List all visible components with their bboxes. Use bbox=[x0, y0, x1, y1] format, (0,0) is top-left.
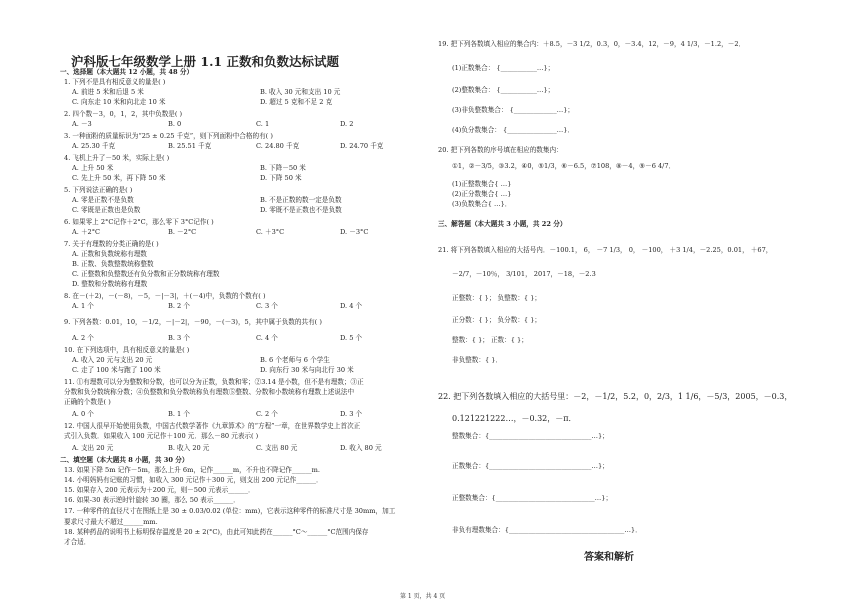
option-5a: A. 零是正数不是负数 bbox=[72, 196, 134, 204]
question-20: 20. 把下列各数的序号填在相应的数集内： bbox=[438, 146, 563, 154]
option-1d: D. 超过 5 克和不足 2 克 bbox=[260, 98, 333, 106]
q19-nonneg-integer-set: (3)非负整数集合： {_____________…}； bbox=[452, 106, 575, 114]
question-5: 5. 下列说法正确的是( ) bbox=[64, 186, 133, 194]
option-8b: B. 2 个 bbox=[168, 302, 190, 310]
question-4: 4. 飞机上升了－50 米，实际上是( ) bbox=[64, 154, 170, 162]
option-10d: D. 向东行 30 米与向北行 30 米 bbox=[260, 366, 354, 374]
question-14: 14. 小明妈妈有记账的习惯，如收入 300 元记作＋300 元，则支出 200 元记作______． bbox=[64, 476, 323, 484]
option-3b: B. 25.51 千克 bbox=[168, 142, 212, 150]
option-10b: B. 6 个老师与 6 个学生 bbox=[260, 356, 330, 364]
question-18-line1: 18. 某种药品的说明书上标明保存温度是 20 ± 2(°C)，由此可知此药在______°C～______°C范围内保存 bbox=[64, 528, 369, 536]
option-8a: A. 1 个 bbox=[72, 302, 94, 310]
q20-negative-set: (3)负数集合{ …}． bbox=[452, 200, 512, 208]
page-footer: 第 1 页，共 4 页 bbox=[400, 593, 446, 600]
option-4c: C. 先上升 50 米，再下降 50 米 bbox=[72, 174, 166, 182]
option-9b: B. 3 个 bbox=[168, 334, 190, 342]
question-17-line2: 要求尺寸最大不超过______mm. bbox=[64, 518, 158, 526]
q21-nonneg-integer: 非负整数：{ }． bbox=[452, 356, 503, 364]
option-6b: B. －2°C bbox=[168, 228, 197, 236]
question-12-line2: 式引入负数．如果收入 100 元记作＋100 元．那么－80 元表示( ) bbox=[64, 432, 259, 440]
question-15: 15. 如果存入 200 元表示为＋200 元，则－500 元表示______． bbox=[64, 486, 255, 494]
q22-nonneg-rational-set: 非负有理数集合：{___________________________________…}． bbox=[452, 526, 642, 534]
q20-numbers: ①1，②－3/5，③3.2，④0，⑤1/3，⑥－6.5，⑦108，⑧－4，⑨－6 4/7． bbox=[452, 162, 676, 170]
q19-integer-set: (2)整数集合： {___________…}； bbox=[452, 86, 555, 94]
question-18-line2: 才合适． bbox=[64, 538, 91, 546]
question-1: 1. 下列不是具有相反意义的量是( ) bbox=[64, 78, 166, 86]
option-8c: C. 3 个 bbox=[256, 302, 278, 310]
q22-integer-set: 整数集合：{_______________________________…}； bbox=[452, 432, 609, 440]
option-6a: A. ＋2°C bbox=[72, 228, 101, 236]
option-5b: B. 不是正数的数一定是负数 bbox=[260, 196, 342, 204]
answer-section-title: 答案和解析 bbox=[584, 552, 634, 563]
option-9c: C. 4 个 bbox=[256, 334, 278, 342]
option-10c: C. 走了 100 米与跑了 100 米 bbox=[72, 366, 161, 374]
question-7: 7. 关于有理数的分类正确的是( ) bbox=[64, 240, 159, 248]
section-choice-heading: 一、选择题（本大题共 12 小题，共 48 分） bbox=[60, 68, 194, 76]
question-11-line2: 分数和负分数统称分数；④负整数和负分数统称负有理数⑤整数、分数和小数统称有理数上述说法中 bbox=[64, 388, 355, 396]
question-22-line2: 0.121221222…，－0.32，－π． bbox=[452, 414, 577, 423]
option-3a: A. 25.30 千克 bbox=[72, 142, 116, 150]
option-2c: C. 1 bbox=[256, 120, 270, 128]
question-21-line2: －2/7，－10％， 3/101， 2017，－18，－2.3 bbox=[452, 270, 596, 278]
option-3c: C. 24.80 千克 bbox=[256, 142, 300, 150]
question-19: 19. 把下列各数填入相应的集合内：＋8.5，－3 1/2，0.3，0，－3.4，12，－9，4 1/3，－1.2，－2． bbox=[438, 40, 746, 48]
option-7d: D. 整数和分数统称有理数 bbox=[72, 280, 148, 288]
option-5c: C. 零既是正数也是负数 bbox=[72, 206, 141, 214]
question-10: 10. 在下列选项中，具有相反意义的量是( ) bbox=[64, 346, 190, 354]
page-title: 沪科版七年级数学上册 1.1 正数和负数达标试题 bbox=[71, 54, 339, 69]
q19-neg-fraction-set: (4)负分数集合： {_______________…}． bbox=[452, 126, 575, 134]
option-12c: C. 支出 80 元 bbox=[256, 444, 298, 452]
question-9: 9. 下列各数：0.01，10，－1/2，－|－2|，－90，－(－3)，5，其中属于负数的共有( ) bbox=[64, 318, 322, 326]
option-5d: D. 零既不是正数也不是负数 bbox=[260, 206, 342, 214]
question-2: 2. 四个数－3，0，1，2，其中负数是( ) bbox=[64, 110, 183, 118]
question-21-line1: 21. 将下列各数填入相应的大括号内．－100.1， 6， －7 1/3， 0， －100， ＋3 1/4，－2.25，0.01， ＋67， bbox=[438, 246, 773, 254]
q20-pos-fraction-set: (2)正分数集合{ …} bbox=[452, 190, 512, 198]
option-4a: A. 上升 50 米 bbox=[72, 164, 114, 172]
option-1b: B. 收入 30 元和支出 10 元 bbox=[260, 88, 341, 96]
option-2b: B. 0 bbox=[168, 120, 182, 128]
option-9d: D. 5 个 bbox=[340, 334, 363, 342]
option-12a: A. 支出 20 元 bbox=[72, 444, 114, 452]
option-4b: B. 下降－50 米 bbox=[260, 164, 306, 172]
option-12b: B. 收入 20 元 bbox=[168, 444, 210, 452]
q21-pos-neg-integer: 正整数：{ }； 负整数：{ }； bbox=[452, 294, 542, 302]
q19-positive-set: (1)正数集合： {___________…}； bbox=[452, 64, 555, 72]
question-6: 6. 如果零上 2°C记作＋2°C，那么零下 3°C记作( ) bbox=[64, 218, 214, 226]
question-12-line1: 12. 中国人很早开始使用负数，中国古代数学著作《九章算术》的“方程”一章，在世界数学史上首次正 bbox=[64, 422, 361, 430]
option-4d: D. 下降 50 米 bbox=[260, 174, 302, 182]
section-fill-heading: 二、填空题（本大题共 8 小题，共 30 分） bbox=[60, 456, 189, 464]
option-10a: A. 收入 20 元与支出 20 元 bbox=[72, 356, 153, 364]
option-3d: D. 24.70 千克 bbox=[340, 142, 384, 150]
option-11b: B. 1 个 bbox=[168, 410, 190, 418]
option-11a: A. 0 个 bbox=[72, 410, 94, 418]
option-2d: D. 2 bbox=[340, 120, 354, 128]
section-solve-heading: 三、解答题（本大题共 3 小题，共 22 分） bbox=[438, 220, 567, 228]
question-11-line3: 正确的个数是( ) bbox=[64, 398, 111, 406]
q21-integer-positive: 整数：{ }； 正数：{ }； bbox=[452, 336, 528, 344]
option-11d: D. 3 个 bbox=[340, 410, 363, 418]
question-8: 8. 在－(＋2)，－(－8)，－5，－|－3|，＋(－4)中，负数的个数有( ) bbox=[64, 292, 266, 300]
option-8d: D. 4 个 bbox=[340, 302, 363, 310]
question-17-line1: 17. 一种零件的直径尺寸在图纸上是 30 ± 0.03/0.02 (单位：mm)，它表示这种零件的标准尺寸是 30mm，加工 bbox=[64, 507, 396, 515]
question-11-line1: 11. ①有理数可以分为整数和分数，也可以分为正数，负数和零；②3.14 是小数，但不是有理数；③正 bbox=[64, 378, 364, 386]
option-1a: A. 前进 5 米和后退 5 米 bbox=[72, 88, 144, 96]
q22-pos-integer-set: 正整数集合：{______________________________…}； bbox=[452, 494, 613, 502]
question-13: 13. 如果下降 5m 记作－5m，那么上升 6m，记作______m，不升也不降记作______m. bbox=[64, 466, 321, 474]
q21-pos-neg-fraction: 正分数：{ }； 负分数：{ }； bbox=[452, 316, 542, 324]
option-11c: C. 2 个 bbox=[256, 410, 278, 418]
option-7a: A. 正数和负数统称有理数 bbox=[72, 250, 147, 258]
option-6d: D. －3°C bbox=[340, 228, 369, 236]
option-7c: C. 正整数和负整数还有负分数和正分数统称有理数 bbox=[72, 270, 220, 278]
option-9a: A. 2 个 bbox=[72, 334, 94, 342]
option-1c: C. 向东走 10 米和向北走 10 米 bbox=[72, 98, 166, 106]
q20-pos-integer-set: (1)正整数集合{ …} bbox=[452, 180, 512, 188]
question-16: 16. 如果-30 表示逆时针旋转 30 圈，那么 50 表示______． bbox=[64, 496, 240, 504]
option-12d: D. 收入 80 元 bbox=[340, 444, 382, 452]
q22-positive-set: 正数集合：{_______________________________…}； bbox=[452, 462, 609, 470]
option-6c: C. ＋3°C bbox=[256, 228, 285, 236]
question-3: 3. 一种面粉的质量标识为“25 ± 0.25 千克”，则下列面粉中合格的有( ) bbox=[64, 132, 273, 140]
question-22-line1: 22. 把下列各数填入相应的大括号里：－2，－1/2，5.2，0，2/3，1 1/6，－5/3，2005，－0.3， bbox=[438, 392, 793, 401]
option-7b: B. 正数、负数整数统称整数 bbox=[72, 260, 154, 268]
option-2a: A. －3 bbox=[72, 120, 92, 128]
